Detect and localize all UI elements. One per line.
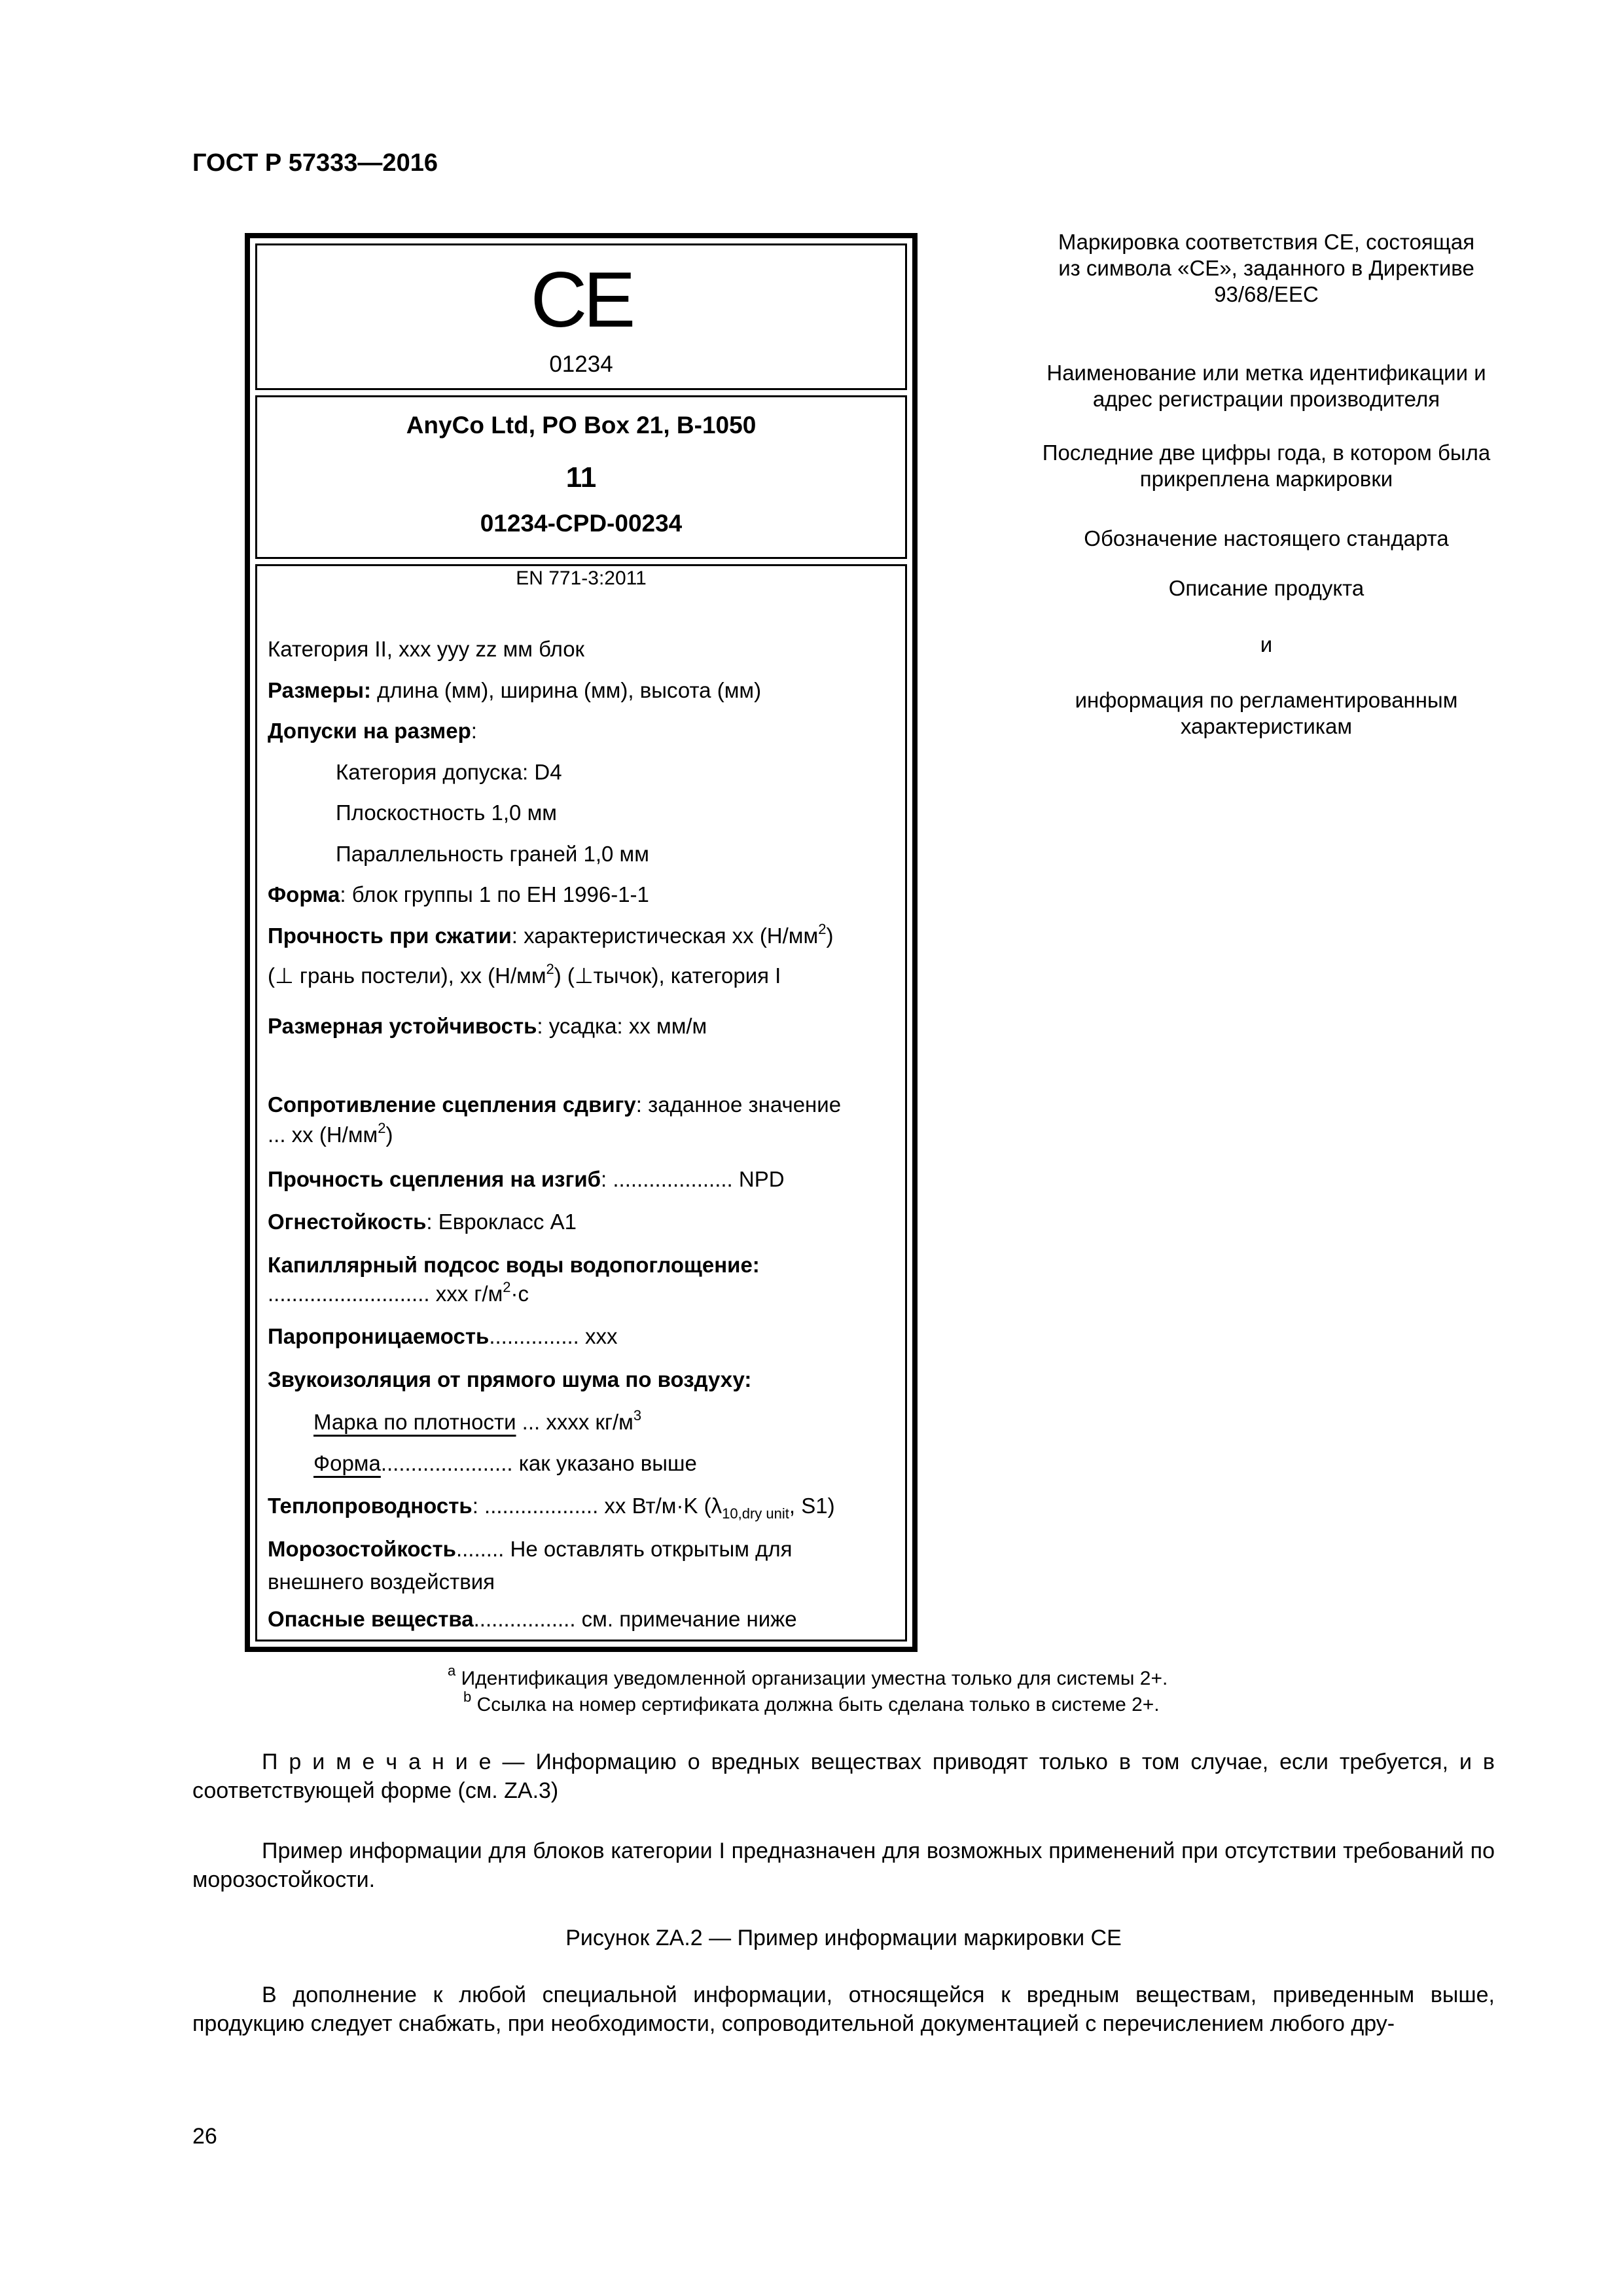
product-description: Описание продукта (1168, 576, 1364, 600)
ce-label-frame (245, 233, 918, 1652)
regulated-info-description: информация по регламентированным характеристикам (1075, 688, 1458, 738)
shear-bond-line2: ... xx $(Н/мм^2)$ (268, 1120, 393, 1147)
ce-mark-description: Маркировка соответствия CE, состоящая из символа «CE», заданного в Директиве 93/68/EEC (1058, 230, 1475, 306)
dimensions-line: Размеры: длина (мм), ширина (мм), высота (мм) (268, 678, 762, 702)
frost-resistance-line: Морозостойкость........ Не оставлять открытым для (268, 1537, 793, 1561)
sound-insulation-line: Звукоизоляция от прямого шума по воздуху: (268, 1367, 752, 1391)
thermal-conductivity-line: Теплопроводность: ................... xx Вт/м·K ($\lambda_{10,dry unit}$, S1) (268, 1494, 835, 1522)
hazardous-substances-line: Опасные вещества................. см. примечание ниже (268, 1607, 797, 1631)
document-code: ГОСТ Р 57333—2016 (192, 149, 438, 177)
manufacturer-name: AnyCo Ltd, PO Box 21, B-1050 (406, 412, 757, 439)
manufacturer-description: Наименование или метка идентификации и адрес регистрации производителя (1046, 361, 1486, 411)
addition-paragraph: В дополнение к любой специальной информации, относящейся к вредным веществам, приведенным выше, продукцию следует снабжать, при необходимости, сопроводительной документацией с перечислением любого дру- (192, 1982, 1495, 2036)
compressive-strength-line: Прочность при сжатии: характеристическая xx $(Н/мм^2)$ (268, 921, 834, 948)
note-paragraph: П р и м е ч а н и е — Информацию о вредных веществах приводят только в том случае, если требуется, и в соответствующей форме (см. ZA.3) (192, 1749, 1495, 1803)
example-paragraph: Пример информации для блоков категории I предназначен для возможных применений при отсутствии требований по морозостойкости. (192, 1839, 1495, 1892)
frost-resistance-line2: внешнего воздействия (268, 1570, 495, 1594)
and-connector: и (1260, 632, 1273, 656)
fire-resistance-line: Огнестойкость: Еврокласс A1 (268, 1210, 577, 1234)
bending-strength-line: Прочность сцепления на изгиб: .................... NPD (268, 1167, 785, 1191)
ce-mark-section (255, 243, 907, 390)
standard-description: Обозначение настоящего стандарта (1084, 526, 1449, 550)
density-line: Марка по плотности ... xxxx $кг/м^3$ (313, 1407, 642, 1434)
shear-bond-line: Сопротивление сцепления сдвигу: заданное значение (268, 1092, 842, 1117)
capillary-line2: ........................... xxx $г/м^2\cdot с$ (268, 1279, 529, 1306)
dimensional-stability-line: Размерная устойчивость: усадка: xx мм/м (268, 1014, 707, 1038)
product-category: Категория II, xxx yyy zz мм блок (268, 637, 584, 661)
ce-mark-logo: CE (530, 256, 632, 344)
compressive-strength-line2: (⊥ грань постели), xx $(Н/мм^2)$ (⊥тычок), категория I (268, 961, 781, 988)
product-info-section (255, 564, 907, 1641)
certificate-number: 01234-CPD-00234 (480, 510, 683, 537)
parallelism: Параллельность граней 1,0 мм (336, 842, 649, 866)
year-description: Последние две цифры года, в котором была прикреплена маркировки (1042, 440, 1491, 491)
shape-line: Форма: блок группы 1 по ЕН 1996-1-1 (268, 882, 649, 906)
manufacturer-section (255, 395, 907, 559)
page-number: 26 (192, 2124, 217, 2149)
standard-designation: EN 771-3:2011 (516, 567, 647, 589)
year-digits: 11 (565, 461, 597, 493)
form-line: Форма...................... как указано выше (313, 1451, 697, 1475)
capillary-line: Капиллярный подсос воды водопоглощение: (268, 1253, 760, 1277)
flatness: Плоскостность 1,0 мм (336, 800, 557, 825)
notified-body-number: 01234 (549, 351, 613, 377)
footnote-a: $^a$ Идентификация уведомленной организации уместна только для системы 2+. (448, 1662, 1168, 1689)
tolerances-line: Допуски на размер: (268, 719, 477, 743)
tolerance-category: Категория допуска: D4 (336, 760, 562, 784)
vapour-permeability-line: Паропроницаемость............... xxx (268, 1324, 618, 1348)
figure-caption: Рисунок ZA.2 — Пример информации маркировки CE (565, 1926, 1122, 1950)
footnote-b: $^b$ Ссылка на номер сертификата должна быть сделана только в системе 2+. (463, 1689, 1160, 1715)
